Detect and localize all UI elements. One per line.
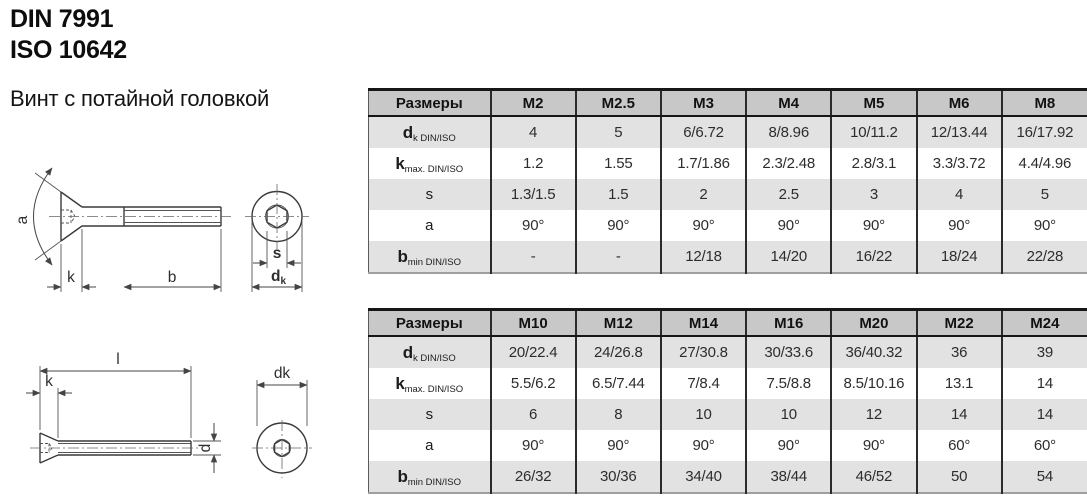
parameter-cell: $b_{min DIN/ISO}$ xyxy=(369,241,491,273)
value-cell: 38/44 xyxy=(746,461,831,493)
value-cell: 90° xyxy=(831,210,916,241)
size-column-header: M22 xyxy=(917,310,1002,337)
size-table-small xyxy=(368,88,1087,274)
parameter-cell: s xyxy=(369,399,491,430)
value-cell: 2 xyxy=(661,179,746,210)
value-cell: 13.1 xyxy=(917,368,1002,399)
size-column-header: M16 xyxy=(746,310,831,337)
parameter-cell: $d_{k DIN/ISO}$ xyxy=(369,336,491,368)
value-cell: 10 xyxy=(746,399,831,430)
value-cell: - xyxy=(576,241,661,273)
value-cell: 14 xyxy=(1002,368,1087,399)
value-cell: 2.3/2.48 xyxy=(746,148,831,179)
parameter-cell: a xyxy=(369,210,491,241)
table-row xyxy=(369,148,1087,179)
value-cell: 26/32 xyxy=(491,461,576,493)
value-cell: 90° xyxy=(661,210,746,241)
parameter-cell: $k_{max. DIN/ISO}$ xyxy=(369,368,491,399)
screw-end-view-2 xyxy=(252,365,312,478)
parameter-cell: $k_{max. DIN/ISO}$ xyxy=(369,148,491,179)
value-cell: 4 xyxy=(491,116,576,148)
parameter-cell: $d_{k DIN/ISO}$ xyxy=(369,116,491,148)
size-column-header: M4 xyxy=(746,90,831,117)
value-cell: 4 xyxy=(917,179,1002,210)
value-cell: 46/52 xyxy=(831,461,916,493)
value-cell: 6 xyxy=(491,399,576,430)
table-row xyxy=(369,368,1087,399)
value-cell: 36/40.32 xyxy=(831,336,916,368)
value-cell: 34/40 xyxy=(661,461,746,493)
iso-standard: ISO 10642 xyxy=(10,36,127,64)
value-cell: 90° xyxy=(746,430,831,461)
value-cell: 1.55 xyxy=(576,148,661,179)
value-cell: 12/18 xyxy=(661,241,746,273)
size-column-header: M6 xyxy=(917,90,1002,117)
value-cell: 7.5/8.8 xyxy=(746,368,831,399)
value-cell: 1.5 xyxy=(576,179,661,210)
value-cell: 1.7/1.86 xyxy=(661,148,746,179)
value-cell: 24/26.8 xyxy=(576,336,661,368)
parameter-cell: $b_{min DIN/ISO}$ xyxy=(369,461,491,493)
value-cell: - xyxy=(491,241,576,273)
dim-label-head-diameter: dk xyxy=(271,268,287,287)
size-column-header: M8 xyxy=(1002,90,1087,117)
value-cell: 90° xyxy=(576,430,661,461)
size-column-header: M2 xyxy=(491,90,576,117)
table-row xyxy=(369,430,1087,461)
size-column-header: M12 xyxy=(576,310,661,337)
size-table-large xyxy=(368,308,1087,494)
value-cell: 30/33.6 xyxy=(746,336,831,368)
size-column-header: M3 xyxy=(661,90,746,117)
value-cell: 3 xyxy=(831,179,916,210)
table-row xyxy=(369,210,1087,241)
value-cell: 27/30.8 xyxy=(661,336,746,368)
value-cell: 50 xyxy=(917,461,1002,493)
value-cell: 6/6.72 xyxy=(661,116,746,148)
value-cell: 8 xyxy=(576,399,661,430)
screw-side-view-drawing xyxy=(5,146,335,318)
table-row xyxy=(369,461,1087,493)
value-cell: 90° xyxy=(491,210,576,241)
value-cell: 90° xyxy=(491,430,576,461)
dim-label-diameter: d xyxy=(197,443,214,453)
value-cell: 60° xyxy=(917,430,1002,461)
table-row xyxy=(369,116,1087,148)
table-row xyxy=(369,336,1087,368)
value-cell: 12 xyxy=(831,399,916,430)
value-cell: 30/36 xyxy=(576,461,661,493)
standards-title-block xyxy=(10,4,127,66)
dim-label-socket-size: s xyxy=(272,245,282,262)
value-cell: 90° xyxy=(1002,210,1087,241)
value-cell: 5 xyxy=(1002,179,1087,210)
value-cell: 90° xyxy=(917,210,1002,241)
value-cell: 1.2 xyxy=(491,148,576,179)
value-cell: 6.5/7.44 xyxy=(576,368,661,399)
value-cell: 16/22 xyxy=(831,241,916,273)
screw-end-view-1 xyxy=(245,184,309,292)
dim-label-head-height-2: k xyxy=(45,373,53,390)
value-cell: 2.5 xyxy=(746,179,831,210)
value-cell: 8.5/10.16 xyxy=(831,368,916,399)
size-table-m10-m24 xyxy=(368,308,1087,494)
value-cell: 16/17.92 xyxy=(1002,116,1087,148)
value-cell: 4.4/4.96 xyxy=(1002,148,1087,179)
size-column-header: M20 xyxy=(831,310,916,337)
value-cell: 5 xyxy=(576,116,661,148)
value-cell: 12/13.44 xyxy=(917,116,1002,148)
value-cell: 20/22.4 xyxy=(491,336,576,368)
dim-label-length: l xyxy=(116,351,120,368)
value-cell: 3.3/3.72 xyxy=(917,148,1002,179)
value-cell: 36 xyxy=(917,336,1002,368)
size-column-header: M2.5 xyxy=(576,90,661,117)
table-row xyxy=(369,399,1087,430)
parameter-cell: s xyxy=(369,179,491,210)
value-cell: 60° xyxy=(1002,430,1087,461)
value-cell: 90° xyxy=(746,210,831,241)
parameter-cell: a xyxy=(369,430,491,461)
table-row xyxy=(369,241,1087,273)
dim-label-angle: a xyxy=(14,215,31,225)
value-cell: 90° xyxy=(831,430,916,461)
value-cell: 14 xyxy=(917,399,1002,430)
value-cell: 2.8/3.1 xyxy=(831,148,916,179)
screw-full-thread-drawing xyxy=(5,348,335,500)
size-table-m2-m8 xyxy=(368,88,1087,274)
value-cell: 22/28 xyxy=(1002,241,1087,273)
size-column-header: M24 xyxy=(1002,310,1087,337)
dim-label-head-diameter-2: dk xyxy=(273,365,291,382)
value-cell: 10/11.2 xyxy=(831,116,916,148)
value-cell: 18/24 xyxy=(917,241,1002,273)
value-cell: 39 xyxy=(1002,336,1087,368)
value-cell: 8/8.96 xyxy=(746,116,831,148)
value-cell: 90° xyxy=(576,210,661,241)
dim-label-head-height: k xyxy=(67,269,75,286)
param-column-header: Размеры xyxy=(369,90,491,117)
value-cell: 14 xyxy=(1002,399,1087,430)
value-cell: 7/8.4 xyxy=(661,368,746,399)
value-cell: 14/20 xyxy=(746,241,831,273)
size-column-header: M10 xyxy=(491,310,576,337)
size-column-header: M14 xyxy=(661,310,746,337)
value-cell: 54 xyxy=(1002,461,1087,493)
value-cell: 1.3/1.5 xyxy=(491,179,576,210)
value-cell: 90° xyxy=(661,430,746,461)
param-column-header: Размеры xyxy=(369,310,491,337)
value-cell: 5.5/6.2 xyxy=(491,368,576,399)
dim-label-thread-length: b xyxy=(167,269,177,286)
table-row xyxy=(369,179,1087,210)
value-cell: 10 xyxy=(661,399,746,430)
din-standard: DIN 7991 xyxy=(10,5,114,33)
size-column-header: M5 xyxy=(831,90,916,117)
product-name: Винт с потайной головкой xyxy=(10,86,270,111)
